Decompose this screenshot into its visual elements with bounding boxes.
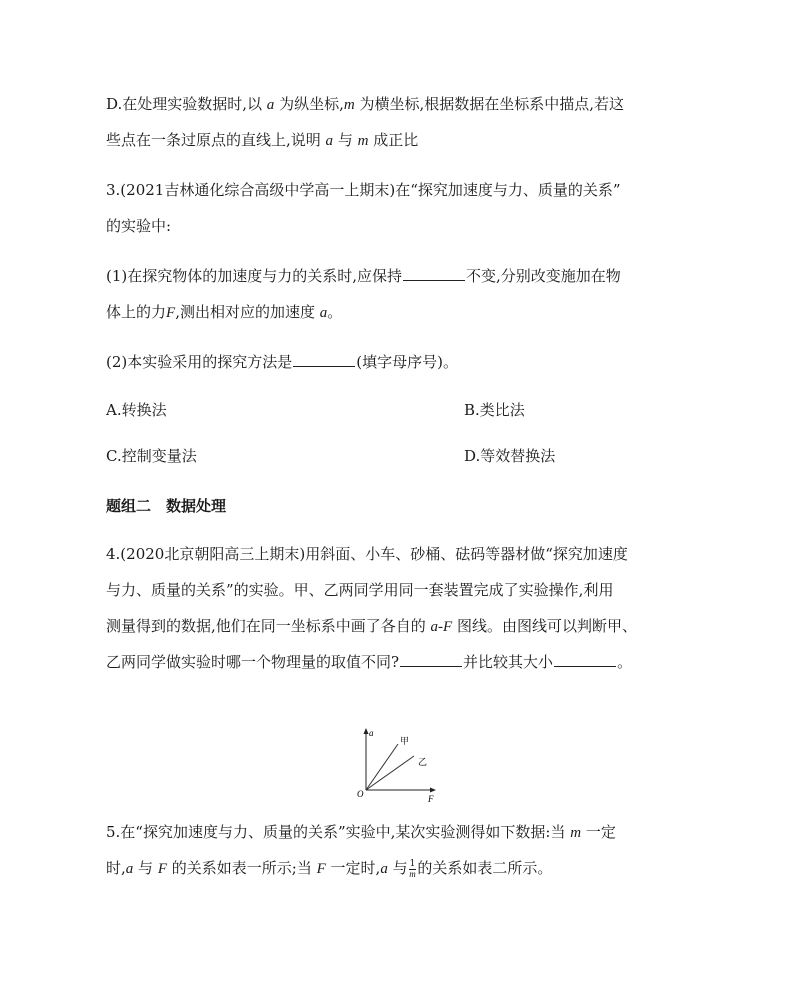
question-3-title: 3.(2021吉林通化综合高级中学高一上期末)在“探究加速度与力、质量的关系” <box>106 181 621 199</box>
answer-blank[interactable] <box>403 266 465 281</box>
fraction-1-over-m: $\frac{1}{m}$ <box>409 858 416 879</box>
section-heading: 题组二 数据处理 <box>106 497 227 515</box>
option-row-1 <box>106 400 525 420</box>
a-f-graph <box>348 722 448 804</box>
option-d-line-1: D.在处理实验数据时,以 a 为纵坐标,m 为横坐标,根据数据在坐标系中描点,若这 <box>106 95 624 113</box>
question-4-line-4: 乙两同学做实验时哪一个物理量的取值不同? 并比较其大小 。 <box>106 653 633 671</box>
question-5-line-1: 5.在“探究加速度与力、质量的关系”实验中,某次实验测得如下数据:当 m 一定 <box>106 823 616 841</box>
line-jia <box>366 744 398 790</box>
question-4-line-3: 测量得到的数据,他们在同一坐标系中画了各自的 a-F 图线。由图线可以判断甲、 <box>106 617 637 635</box>
option-a: A.转换法 <box>106 401 167 419</box>
option-row-2 <box>106 446 556 466</box>
option-b: B.类比法 <box>464 401 525 419</box>
x-axis-arrow <box>430 788 436 793</box>
x-axis-label: F <box>428 794 434 804</box>
origin-label: O <box>357 789 364 799</box>
option-c: C.控制变量法 <box>106 447 197 465</box>
answer-blank[interactable] <box>293 352 355 367</box>
answer-blank[interactable] <box>554 652 616 667</box>
option-d: D.等效替换法 <box>464 447 556 465</box>
question-3-title-cont: 的实验中: <box>106 217 172 235</box>
y-axis-arrow <box>364 728 369 734</box>
question-3-part-1-cont: 体上的力F,测出相对应的加速度 a。 <box>106 303 343 321</box>
question-4-line-1: 4.(2020北京朝阳高三上期末)用斜面、小车、砂桶、砝码等器材做“探究加速度 <box>106 545 628 563</box>
line-yi <box>366 756 414 790</box>
answer-blank[interactable] <box>400 652 462 667</box>
question-5-line-2: 时,a 与 F 的关系如表一所示;当 F 一定时,a 与 $\frac{1}{m}$ 的关系如表二所示。 <box>106 858 553 879</box>
y-axis-label: a <box>369 728 374 738</box>
question-3-part-1: (1)在探究物体的加速度与力的关系时,应保持 不变,分别改变施加在物 <box>106 267 621 285</box>
line-yi-label: 乙 <box>418 758 428 768</box>
question-4-line-2: 与力、质量的关系”的实验。甲、乙两同学用同一套装置完成了实验操作,利用 <box>106 581 614 599</box>
question-3-part-2: (2)本实验采用的探究方法是 (填字母序号)。 <box>106 353 458 371</box>
line-jia-label: 甲 <box>400 737 410 747</box>
option-d-line-2: 些点在一条过原点的直线上,说明 a 与 m 成正比 <box>106 131 419 149</box>
